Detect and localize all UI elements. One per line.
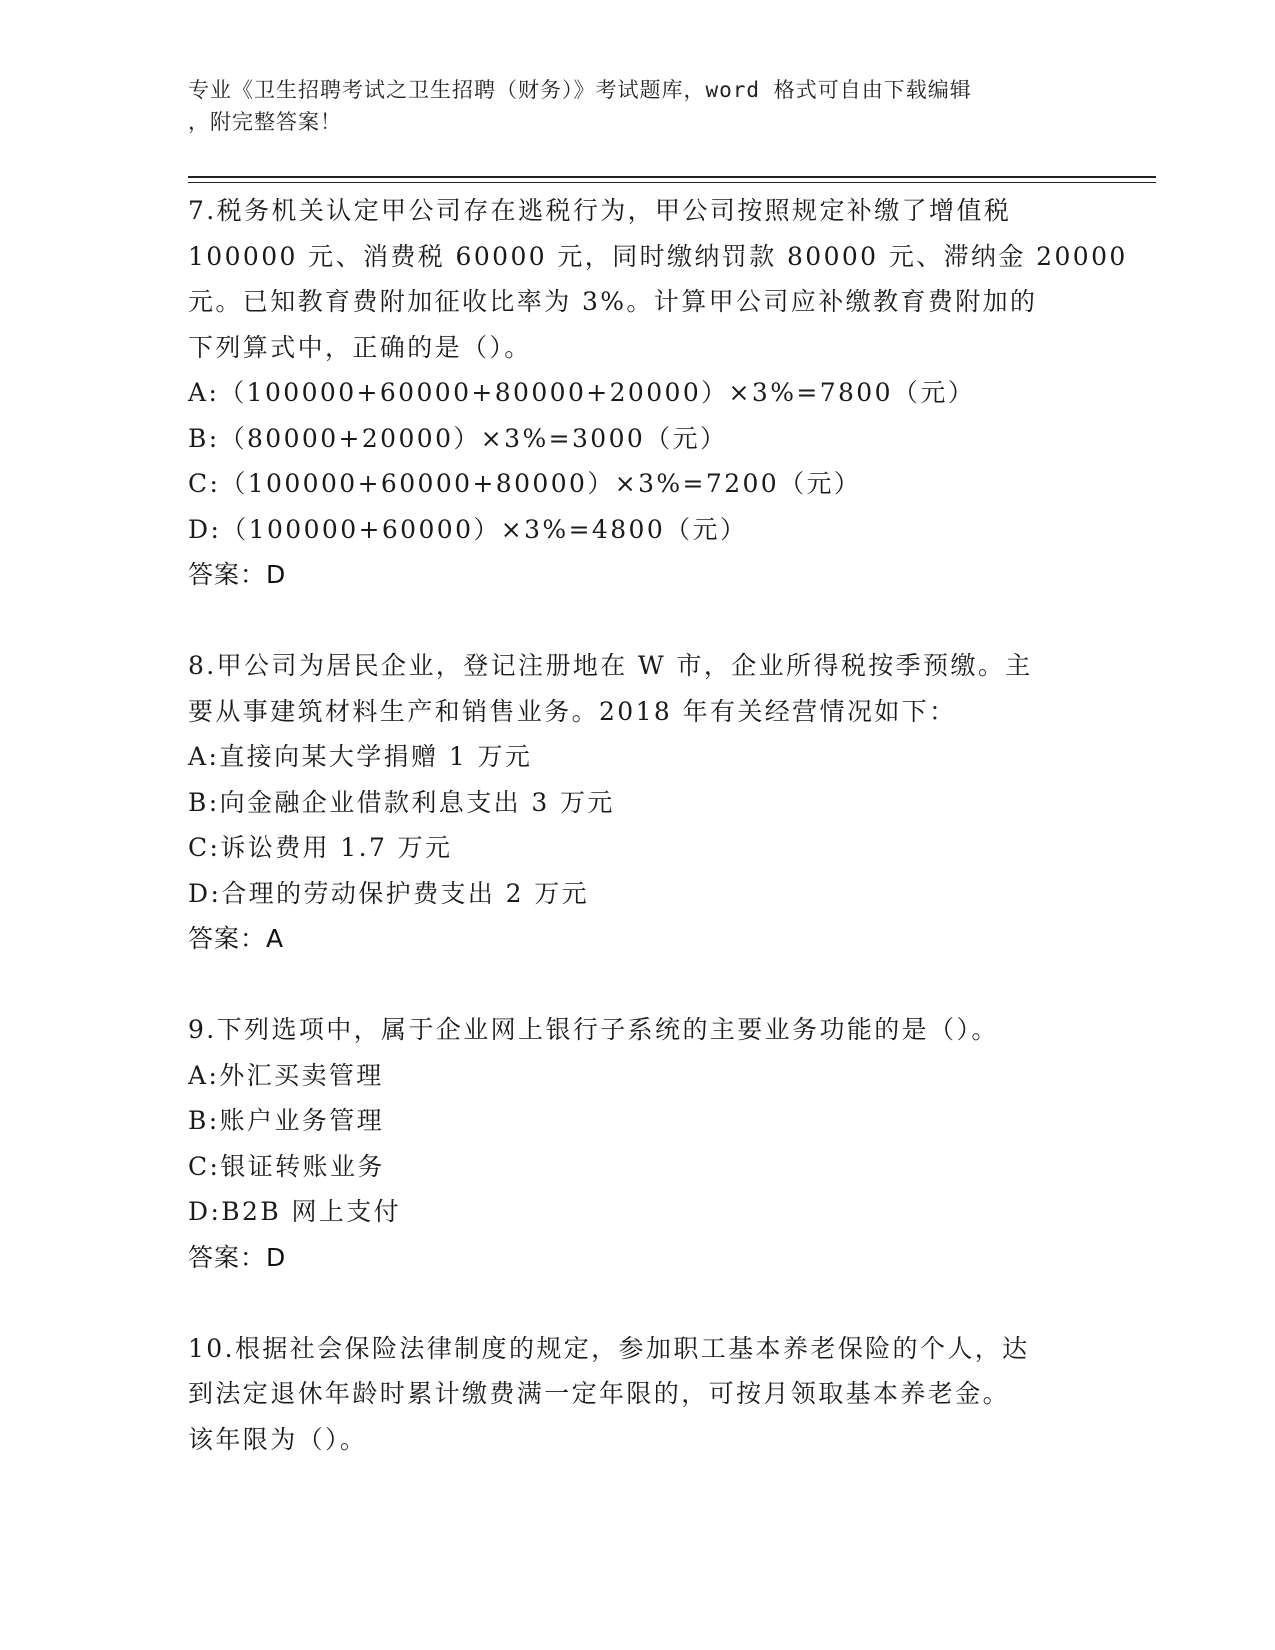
header-divider-thick bbox=[188, 176, 1156, 178]
option-b: B:账户业务管理 bbox=[188, 1106, 384, 1135]
question-text-line: 8.甲公司为居民企业，登记注册地在 W 市，企业所得税按季预缴。主 bbox=[188, 651, 1033, 680]
option-a: A:外汇买卖管理 bbox=[188, 1060, 384, 1090]
question-spacer bbox=[188, 962, 1088, 1008]
header-divider-thin bbox=[188, 182, 1156, 183]
option-d: D:B2B 网上支付 bbox=[188, 1197, 402, 1226]
option-d: D:合理的劳动保护费支出 2 万元 bbox=[188, 878, 590, 908]
question-text-line: 该年限为（）。 bbox=[188, 1424, 368, 1454]
question-8 bbox=[188, 643, 1088, 962]
question-text-line: 10.根据社会保险法律制度的规定，参加职工基本养老保险的个人，达 bbox=[188, 1333, 1030, 1363]
question-text-line: 到法定退休年龄时累计缴费满一定年限的，可按月领取基本养老金。 bbox=[188, 1379, 1011, 1408]
question-text-line: 下列算式中，正确的是（）。 bbox=[188, 332, 532, 362]
document-header bbox=[188, 74, 1068, 138]
option-c: C:银证转账业务 bbox=[188, 1151, 385, 1181]
question-list bbox=[188, 188, 1128, 1462]
option-d: D:（100000+60000）×3%=4800（元） bbox=[188, 514, 748, 544]
answer-label: 答案：A bbox=[188, 924, 285, 953]
question-9 bbox=[188, 1007, 1088, 1280]
question-text-line: 9.下列选项中，属于企业网上银行子系统的主要业务功能的是（）。 bbox=[188, 1015, 999, 1044]
header-line-2: ，附完整答案！ bbox=[188, 110, 342, 134]
answer-label: 答案：D bbox=[188, 1242, 287, 1272]
option-c: C:诉讼费用 1.7 万元 bbox=[188, 833, 453, 862]
option-b: B:向金融企业借款利息支出 3 万元 bbox=[188, 787, 615, 817]
answer-label: 答案：D bbox=[188, 560, 287, 589]
header-line-1: 专业《卫生招聘考试之卫生招聘（财务）》考试题库，word 格式可自由下载编辑 bbox=[188, 78, 972, 102]
question-spacer bbox=[188, 598, 1088, 644]
question-text-line: 要从事建筑材料生产和销售业务。2018 年有关经营情况如下： bbox=[188, 696, 957, 726]
question-text-line: 100000 元、消费税 60000 元，同时缴纳罚款 80000 元、滞纳金 20000 bbox=[188, 241, 1128, 271]
question-10 bbox=[188, 1326, 1088, 1463]
option-a: A:直接向某大学捐赠 1 万元 bbox=[188, 742, 533, 771]
question-spacer bbox=[188, 1280, 1088, 1326]
question-7 bbox=[188, 188, 1128, 598]
option-a: A:（100000+60000+80000+20000）×3%=7800（元） bbox=[188, 378, 976, 407]
question-text-line: 元。已知教育费附加征收比率为 3%。计算甲公司应补缴教育费附加的 bbox=[188, 287, 1038, 316]
option-b: B:（80000+20000）×3%=3000（元） bbox=[188, 423, 728, 453]
option-c: C:（100000+60000+80000）×3%=7200（元） bbox=[188, 469, 862, 498]
question-text-line: 7.税务机关认定甲公司存在逃税行为，甲公司按照规定补缴了增值税 bbox=[188, 196, 1012, 225]
